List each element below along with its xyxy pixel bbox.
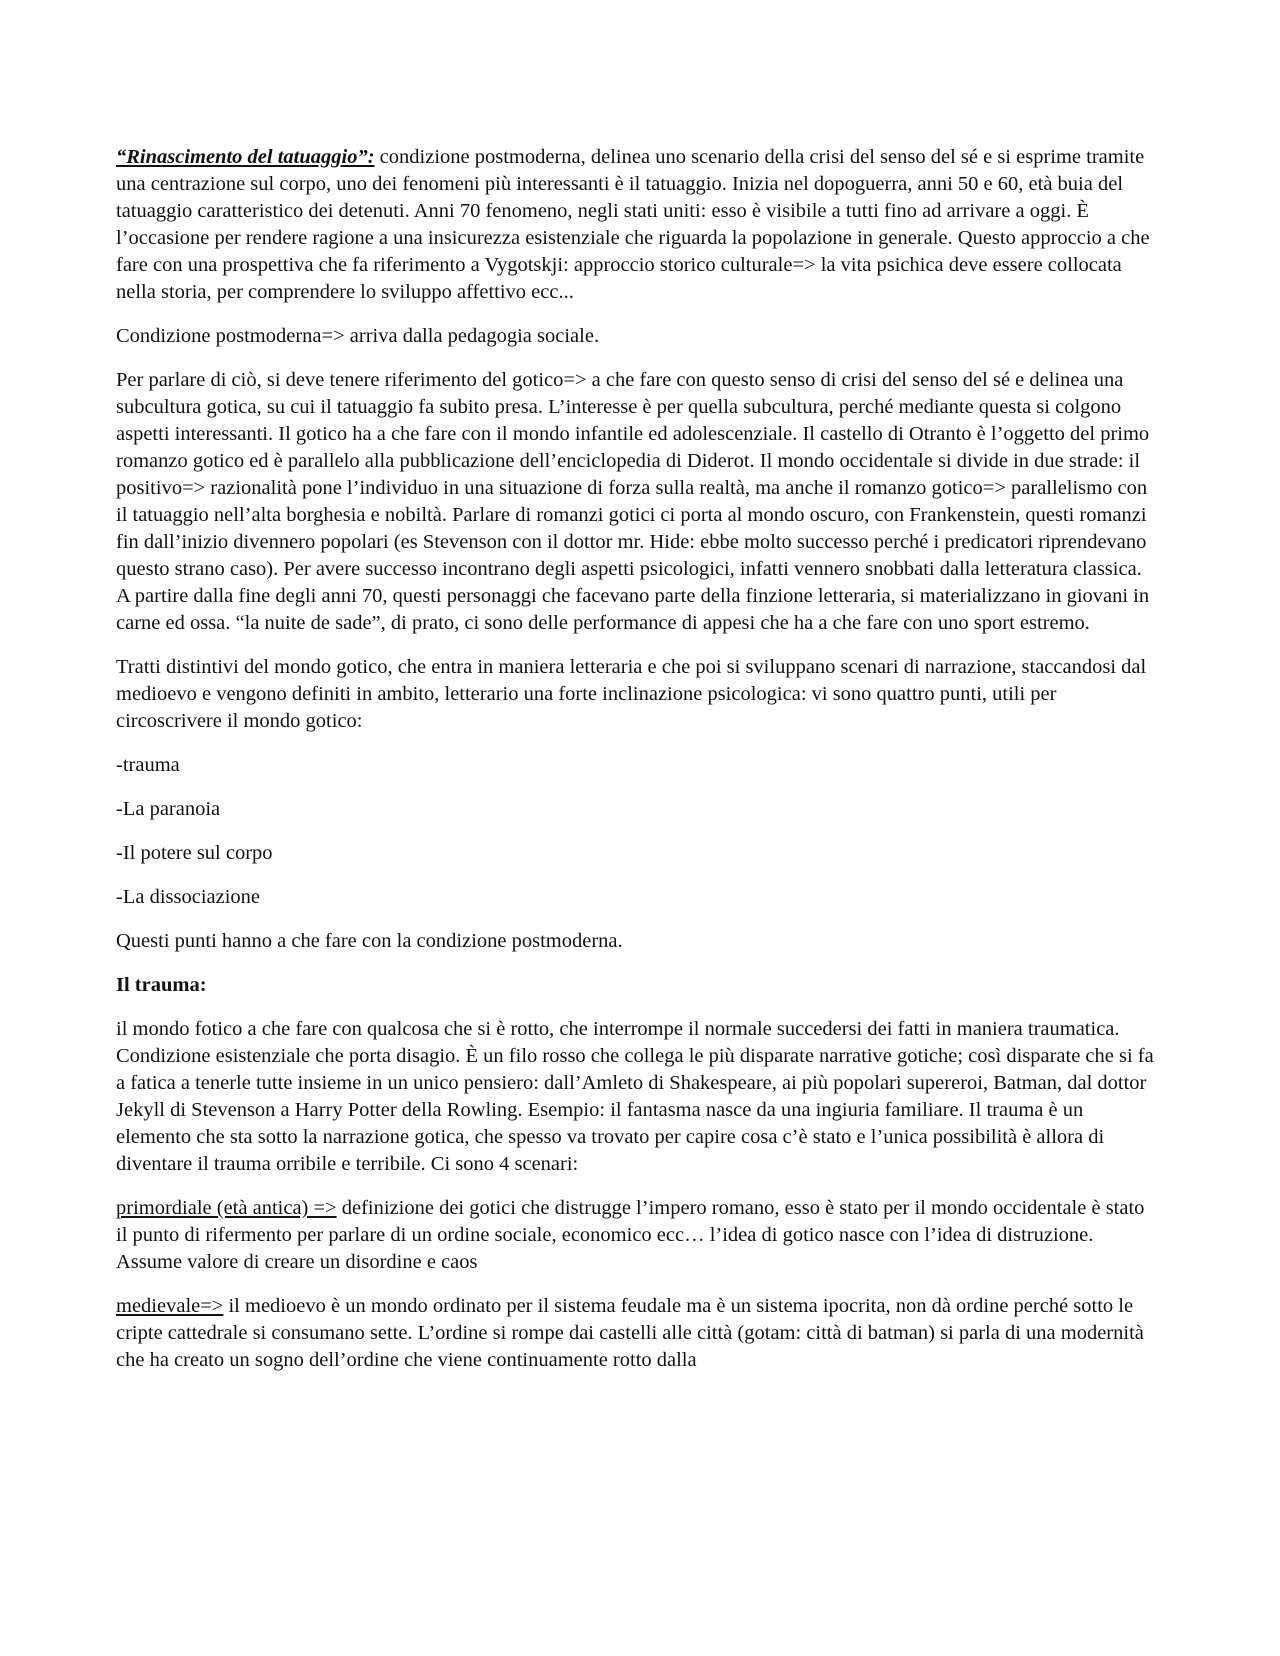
list-item: -Il potere sul corpo [116,842,273,864]
section-heading-trauma: Il trauma: [116,974,207,996]
paragraph-text: il medioevo è un mondo ordinato per il sistema feudale ma è un sistema ipocrita, non dà ordine perché sotto le cripte cattedrale si consumano sette. L’ordine si rompe dai castelli alle città (gotam: città di batman) si parla di una modernità che ha creato un sogno dell’ordine che viene continuamente rotto dalla [116,1295,1144,1371]
paragraph-tatuaggio [116,144,1156,306]
scenario-label-medievale: medievale=> [116,1295,224,1317]
section-heading-rinascimento: “Rinascimento del tatuaggio”: [116,146,375,168]
paragraph-condizione: Condizione postmoderna=> arriva dalla pedagogia sociale. [116,325,600,347]
paragraph-trauma: il mondo fotico a che fare con qualcosa che si è rotto, che interrompe il normale succedersi dei fatti in maniera traumatica. Condizione esistenziale che porta disagio. È un filo rosso che collega le più disparate narrative gotiche; così disparate che si fa a fatica a tenerle tutte insieme in un unico pensiero: dall’Amleto di Shakespeare, ai più popolari supereroi, Batman, dal dottor Jekyll di Stevenson a Harry Potter della Rowling. Esempio: il fantasma nasce da una ingiuria familiare. Il trauma è un elemento che sta sotto la narrazione gotica, che spesso va trovato per capire cosa c’è stato e l’unica possibilità è allora di diventare il trauma orribile e terribile. Ci sono 4 scenari: [116,1018,1154,1175]
list-item: -La paranoia [116,798,221,820]
list-item: -trauma [116,754,180,776]
scenario-label-primordiale: primordiale (età antica) => [116,1197,337,1219]
paragraph-medievale [116,1293,1156,1374]
document-body [116,144,1156,1391]
list-item: -La dissociazione [116,886,261,908]
paragraph-gotico: Per parlare di ciò, si deve tenere riferimento del gotico=> a che fare con questo senso di crisi del senso del sé e delinea una subcultura gotica, su cui il tatuaggio fa subito presa. L’interesse è per quella subcultura, perché mediante questa si colgono aspetti interessanti. Il gotico ha a che fare con il mondo infantile ed adolescenziale. Il castello di Otranto è l’oggetto del primo romanzo gotico ed è parallelo alla pubblicazione dell’enciclopedia di Diderot. Il mondo occidentale si divide in due strade: il positivo=> razionalità pone l’individuo in una situazione di forza sulla realtà, ma anche il romanzo gotico=> parallelismo con il tatuaggio nell’alta borghesia e nobiltà. Parlare di romanzi gotici ci porta al mondo oscuro, con Frankenstein, questi romanzi fin dall’inizio divennero popolari (es Stevenson con il dottor mr. Hide: ebbe molto successo perché i predicatori riprendevano questo strano caso). Per avere successo incontrano degli aspetti psicologici, infatti vennero snobbati dalla letteratura classica. A partire dalla fine degli anni 70, questi personaggi che facevano parte della finzione letteraria, si materializzano in giovani in carne ed ossa. “la nuite de sade”, di prato, ci sono delle performance di appesi che ha a che fare con uno sport estremo. [116,369,1150,634]
paragraph-text: condizione postmoderna, delinea uno scenario della crisi del senso del sé e si esprime tramite una centrazione sul corpo, uno dei fenomeni più interessanti è il tatuaggio. Inizia nel dopoguerra, anni 50 e 60, età buia del tatuaggio caratteristico dei detenuti. Anni 70 fenomeno, negli stati uniti: esso è visibile a tutti fino ad arrivare a oggi. È l’occasione per rendere ragione a una insicurezza esistenziale che riguarda la popolazione in generale. Questo approccio a che fare con una prospettiva che fa riferimento a Vygotskji: approccio storico culturale=> la vita psichica deve essere collocata nella storia, per comprendere lo sviluppo affettivo ecc... [116,146,1150,303]
paragraph-tratti: Tratti distintivi del mondo gotico, che entra in maniera letteraria e che poi si sviluppano scenari di narrazione, staccandosi dal medioevo e vengono definiti in ambito, letterario una forte inclinazione psicologica: vi sono quattro punti, utili per circoscrivere il mondo gotico: [116,656,1147,732]
paragraph-punti: Questi punti hanno a che fare con la condizione postmoderna. [116,930,623,952]
paragraph-text: definizione dei gotici che distrugge l’impero romano, esso è stato per il mondo occidentale è stato il punto di rifermento per parlare di un ordine sociale, economico ecc… l’idea di gotico nasce con l’idea di distruzione. Assume valore di creare un disordine e caos [116,1197,1145,1273]
paragraph-primordiale [116,1195,1156,1276]
